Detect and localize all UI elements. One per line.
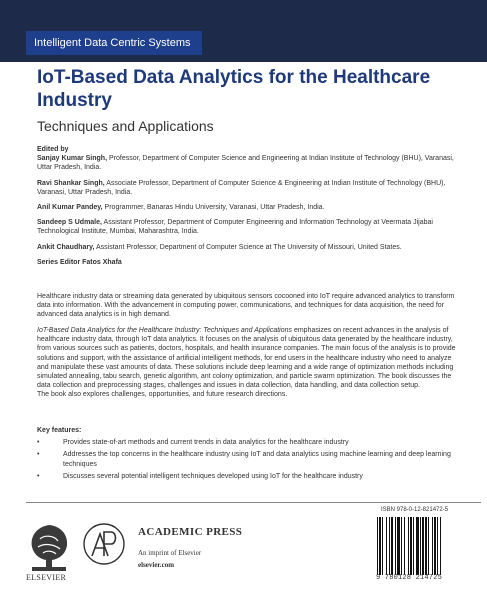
- elsevier-wordmark: ELSEVIER: [26, 573, 67, 582]
- barcode: [376, 517, 470, 575]
- bullet: •: [37, 451, 40, 459]
- top-banner: [0, 0, 487, 62]
- edited-by-heading: Edited by: [37, 146, 69, 153]
- editor-name: Anil Kumar Pandey,: [37, 204, 103, 212]
- book-title: IoT-Based Data Analytics for the Healthcare Industry: [37, 67, 431, 111]
- editor-name: Sandeep S Udmale,: [37, 219, 102, 227]
- series-editor: Series Editor Fatos Xhafa: [37, 258, 122, 266]
- bullet: •: [37, 472, 40, 480]
- editor-affiliation: Assistant Professor, Department of Computer Science at The University of Missouri, United States.: [94, 243, 402, 251]
- description-paragraph: [37, 326, 462, 400]
- publisher-name: ACADEMIC PRESS: [138, 526, 243, 538]
- list-item: [37, 450, 462, 468]
- editors-section: [37, 145, 462, 267]
- intro-paragraph: Healthcare industry data or streaming data generated by ubiquitous sensors cocooned into IoT require advanced analytics to transform data into information. With the advancement in computing power, communications, and techniques for data acquisition, the need for advanced data analytics is in high demand.: [37, 293, 455, 319]
- editor-affiliation: Professor, Department of Computer Science and Engineering at Indian Institute of Technology (BHU), Varanasi, Uttar Pradesh, India.: [37, 155, 454, 172]
- publisher-imprint: An imprint of Elsevier: [138, 549, 202, 557]
- editor-affiliation: Programmer, Banaras Hindu University, Varanasi, Uttar Pradesh, India.: [102, 204, 325, 212]
- publisher-url[interactable]: elsevier.com: [138, 561, 175, 569]
- editor-affiliation: Assistant Professor, Department of Computer Engineering and Information Technology at Veermata Jijabai Technological Institute, Mumbai, Maharashtra, India.: [37, 219, 433, 236]
- editor-name: Ankit Chaudhary,: [37, 243, 95, 251]
- academic-press-logo-icon: [82, 522, 126, 566]
- barcode-digits: 9 780128 214725: [376, 574, 443, 582]
- editor-name: Sanjay Kumar Singh,: [37, 155, 108, 163]
- editor-entry: [37, 243, 462, 252]
- bullet: •: [37, 439, 40, 447]
- footer-divider: [26, 502, 481, 503]
- description-text: emphasizes on recent advances in the analysis of healthcare industry data, through IoT data analytics. It focuses on the analysis of ubiquitous data generated by the healthcare industry, from various sources such as patients, doctors, hospitals, and health insurance companies. The main focus of the analysis is to provide solutions and support, with the assistance of artificial intelligent methods, for end users in the healthcare industry who need to analyze and manipulate these vast amounts of data. These solutions include deep learning and a wide range of optimization methods including simulated annealing, tabu search, genetic algorithm, ant colony optimization, and particle swarm optimization. The book discusses the data collection and preprocessing stages, challenges and issues in data collection, data handling, and data collection setup.: [37, 327, 456, 390]
- list-item-text: Addresses the top concerns in the healthcare industry using IoT and data analytics using machine learning and deep learning techniques: [63, 451, 451, 468]
- list-item: [37, 472, 462, 481]
- series-label: Intelligent Data Centric Systems: [26, 31, 202, 55]
- list-item-text: Provides state-of-art methods and current trends in data analytics for the healthcare industry: [63, 439, 349, 447]
- list-item-text: Discusses several potential intelligent techniques developed using IoT for the healthcare industry: [63, 472, 363, 480]
- editor-entry: [37, 179, 462, 197]
- description-book-title: IoT-Based Data Analytics for the Healthcare Industry: Techniques and Applications: [37, 327, 292, 334]
- key-features: [37, 426, 462, 481]
- elsevier-tree-logo-icon: [26, 521, 72, 573]
- isbn-label: ISBN 978-0-12-821472-5: [381, 507, 449, 513]
- editor-entry: [37, 203, 462, 212]
- list-item: [37, 438, 462, 447]
- book-subtitle: Techniques and Applications: [37, 118, 214, 134]
- editor-affiliation: Associate Professor, Department of Computer Science & Engineering at Indian Institute of Technology (BHU), Varanasi, Uttar Pradesh, India.: [37, 179, 446, 196]
- editor-name: Ravi Shankar Singh,: [37, 179, 105, 187]
- editor-entry: [37, 154, 462, 172]
- description-closing: The book also explores challenges, opportunities, and future research directions.: [37, 391, 288, 399]
- editor-entry: [37, 218, 462, 236]
- key-features-heading: Key features:: [37, 427, 82, 434]
